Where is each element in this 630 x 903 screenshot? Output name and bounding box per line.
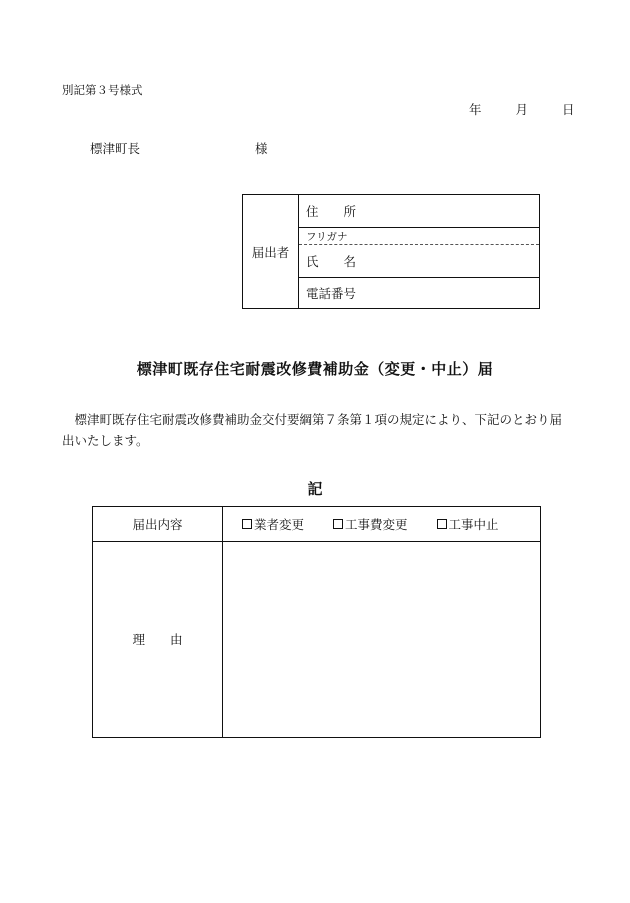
option-work-cancel[interactable] bbox=[437, 515, 499, 533]
checkbox-icon[interactable] bbox=[242, 519, 252, 529]
date-line bbox=[469, 100, 575, 118]
date-day-label: 日 bbox=[562, 102, 575, 117]
document-title: 標津町既存住宅耐震改修費補助金（変更・中止）届 bbox=[136, 360, 494, 378]
reason-label: 理 由 bbox=[132, 632, 183, 647]
address-field[interactable] bbox=[299, 195, 539, 228]
addressee bbox=[90, 139, 268, 157]
form-number: 別記第３号様式 bbox=[62, 83, 143, 97]
contents-options bbox=[222, 507, 540, 541]
name-field[interactable] bbox=[299, 245, 539, 278]
option-contractor-change[interactable] bbox=[242, 515, 304, 533]
addressee-honorific: 様 bbox=[255, 141, 268, 156]
furigana-field[interactable] bbox=[299, 228, 539, 245]
ki-heading: 記 bbox=[307, 480, 323, 498]
furigana-label: フリガナ bbox=[306, 230, 348, 243]
date-month-label: 月 bbox=[515, 102, 529, 117]
checkbox-icon[interactable] bbox=[437, 519, 447, 529]
option-label: 業者変更 bbox=[254, 517, 305, 532]
applicant-label: 届出者 bbox=[243, 195, 299, 308]
option-label: 工事費変更 bbox=[345, 517, 408, 532]
reason-input-area[interactable] bbox=[223, 542, 540, 737]
name-label: 氏 名 bbox=[306, 254, 357, 269]
checkbox-icon[interactable] bbox=[333, 519, 343, 529]
body-text: 標津町既存住宅耐震改修費補助金交付要綱第７条第１項の規定により、下記のとおり届出いたします。 bbox=[62, 412, 563, 448]
option-cost-change[interactable] bbox=[333, 515, 408, 533]
contents-header-label: 届出内容 bbox=[132, 517, 183, 532]
applicant-box bbox=[242, 194, 540, 309]
addressee-name: 標津町長 bbox=[90, 141, 141, 156]
address-label: 住 所 bbox=[306, 204, 357, 219]
phone-label: 電話番号 bbox=[306, 286, 357, 301]
phone-field[interactable] bbox=[299, 278, 539, 308]
date-year-label: 年 bbox=[469, 102, 482, 117]
contents-table bbox=[92, 506, 541, 738]
option-label: 工事中止 bbox=[448, 517, 499, 532]
